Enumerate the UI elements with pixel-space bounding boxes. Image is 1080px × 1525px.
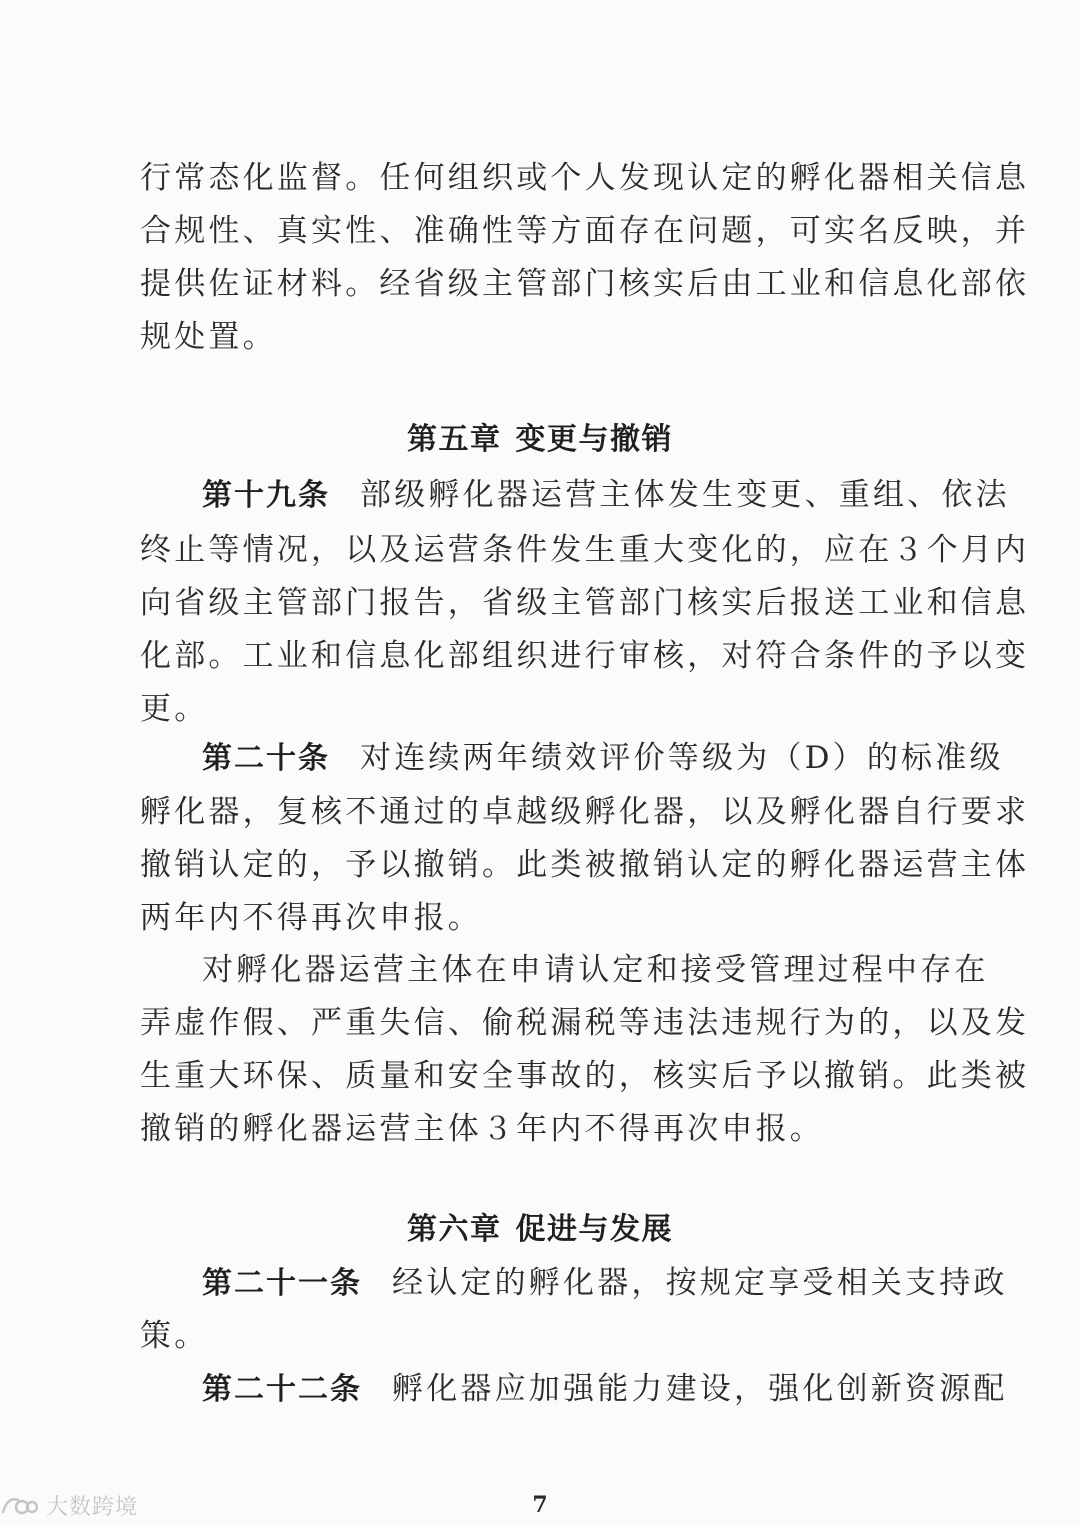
watermark-text: 大数跨境 xyxy=(46,1494,139,1520)
watermark xyxy=(0,1488,138,1522)
paragraph-line: 撤销的孵化器运营主体３年内不得再次申报。 xyxy=(140,1111,824,1147)
page-number: 7 xyxy=(532,1492,548,1518)
brand-logo-icon xyxy=(0,1492,38,1518)
paragraph-line: 对孵化器运营主体在申请认定和接受管理过程中存在 xyxy=(202,952,989,988)
chapter-title: 促进与发展 xyxy=(515,1212,673,1247)
paragraph-line: 行常态化监督。任何组织或个人发现认定的孵化器相关信息 xyxy=(140,160,1030,196)
paragraph-line: 规处置。 xyxy=(140,319,277,355)
article-first-line xyxy=(202,731,1004,785)
article-label: 第二十条 xyxy=(202,741,330,776)
paragraph-line: 弄虚作假、严重失信、偷税漏税等违法违规行为的，以及发 xyxy=(140,1005,1030,1041)
paragraph-line: 生重大环保、质量和安全事故的，核实后予以撤销。此类被 xyxy=(140,1058,1030,1094)
chapter-number: 第五章 xyxy=(407,422,502,457)
paragraph-line: 孵化器应加强能力建设，强化创新资源配 xyxy=(392,1371,1008,1407)
paragraph-line: 撤销认定的，予以撤销。此类被撤销认定的孵化器运营主体 xyxy=(140,847,1030,883)
article-label: 第二十一条 xyxy=(202,1266,362,1301)
chapter-heading-5 xyxy=(0,413,1080,467)
chapter-heading-6 xyxy=(0,1203,1080,1257)
paragraph-line: 部级孵化器运营主体发生变更、重组、依法 xyxy=(360,477,1010,513)
paragraph-line: 合规性、真实性、准确性等方面存在问题，可实名反映，并 xyxy=(140,213,1030,249)
paragraph-line: 终止等情况，以及运营条件发生重大变化的，应在３个月内 xyxy=(140,532,1030,568)
article-first-line xyxy=(202,468,1010,522)
paragraph-line: 更。 xyxy=(140,691,209,727)
article-first-line xyxy=(202,1256,1008,1310)
article-first-line xyxy=(202,1362,1008,1416)
chapter-number: 第六章 xyxy=(407,1212,502,1247)
article-label: 第二十二条 xyxy=(202,1372,362,1407)
paragraph-line: 对连续两年绩效评价等级为（D）的标准级 xyxy=(360,740,1004,776)
paragraph-line: 经认定的孵化器，按规定享受相关支持政 xyxy=(392,1265,1008,1301)
chapter-title: 变更与撤销 xyxy=(515,422,673,457)
article-label: 第十九条 xyxy=(202,478,330,513)
paragraph-line: 向省级主管部门报告，省级主管部门核实后报送工业和信息 xyxy=(140,585,1030,621)
paragraph-line: 提供佐证材料。经省级主管部门核实后由工业和信息化部依 xyxy=(140,266,1030,302)
paragraph-line: 策。 xyxy=(140,1318,209,1354)
paragraph-line: 孵化器，复核不通过的卓越级孵化器，以及孵化器自行要求 xyxy=(140,794,1030,830)
paragraph-line: 化部。工业和信息化部组织进行审核，对符合条件的予以变 xyxy=(140,638,1030,674)
paragraph-line: 两年内不得再次申报。 xyxy=(140,900,482,936)
